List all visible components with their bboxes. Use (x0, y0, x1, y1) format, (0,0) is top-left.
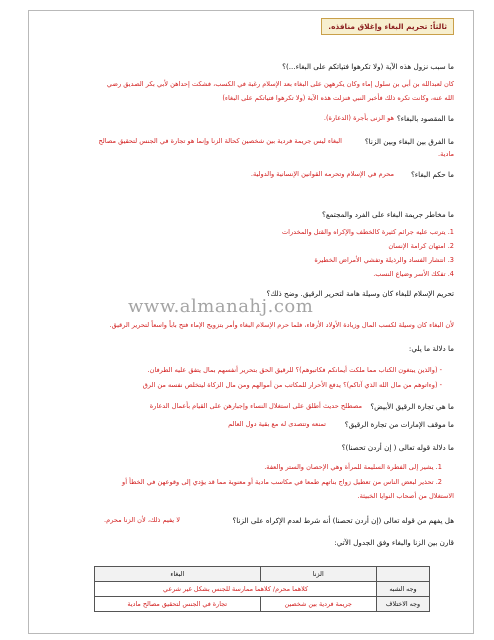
answer-10-line-2: 2. تحذير لبعض الناس من تعطيل زواج بناتهم طمعا في مكاسب مادية أو معنوية مما قد يؤدي إلى وقوعهن في الخطأ أو (122, 478, 442, 486)
cell-similarity: كلاهما محرم/ كلاهما ممارسة للجنس بشكل غير شرعي (95, 582, 377, 597)
question-9: ما موقف الإمارات من تجارة الرقيق؟ (344, 420, 454, 429)
question-2: ما المقصود بالبغاء؟ (396, 114, 454, 123)
table-header-corner (377, 567, 430, 582)
table-row (95, 582, 430, 597)
answer-6: لأن البغاء كان وسيلة لكسب المال وزيادة الأولاد الأرقاء، فلما حرم الإسلام البغاء وأمر بتزويج الإماء فتح باباً واسعاً لتحرير الرقيق. (109, 321, 454, 329)
answer-3-line-2: مادية. (438, 150, 454, 158)
section-title: ثالثاً: تحريم البغاء وإغلاق منافذه. (321, 18, 454, 35)
question-10: ما دلالة قوله تعالى ( إن أردن تحصنا)؟ (341, 443, 454, 452)
question-4: ما حكم البغاء؟ (410, 170, 454, 179)
answer-1-line-2: الله عنه، وكانت تكره ذلك فأخبر النبي فنزلت هذه الآية (ولا تكرهوا فتياتكم على البغاء) (222, 94, 454, 102)
table-row (95, 597, 430, 612)
answer-1-line-1: كان لعبدالله بن أبي بن سلول إماء وكان يكرههن على البغاء بعد الإسلام رغبة في الكسب، فشكت إحداهن لأبي بكر الصديق رضي (106, 80, 454, 88)
table-header-row (95, 567, 430, 582)
question-8: ما هي تجارة الرقيق الأبيض؟ (370, 402, 454, 411)
answer-8: مصطلح حديث أطلق على استغلال النساء وإجبارهن على القيام بأعمال الدعارة (149, 402, 362, 410)
question-5: ما مخاطر جريمة البغاء على الفرد والمجتمع؟ (322, 210, 454, 219)
answer-4: محرم في الإسلام وتحرمه القوانين الإنسانية والدولية. (250, 170, 394, 178)
watermark: www.almanahj.com (128, 296, 314, 317)
question-12: قارن بين الزنا والبغاء وفق الجدول الآتي: (334, 538, 454, 547)
cell-difference-zina: جريمة فردية بين شخصين (260, 597, 377, 612)
risk-2: 2. امتهان كرامة الإنسان (388, 242, 454, 250)
comparison-table (94, 566, 430, 612)
answer-9: تمنعه وتتصدى له مع بقية دول العالم (228, 420, 326, 428)
table-header-bigha: البغاء (95, 567, 261, 582)
answer-7-line-2: - (وءاتوهم من مال الله الذي آتاكم)؟ يدفع الأحرار للمكاتب من أموالهم ومن مال الزكاة ليتخلص نفسه من الرق (142, 381, 442, 389)
answer-7-line-1: - (والذين يبتغون الكتاب مما ملكت أيمانكم فكاتبوهم)؟ للرقيق الحق بتحرير أنفسهم بمال يتفق عليه الطرفان. (147, 366, 442, 374)
risk-4: 4. تفكك الأسر وضياع النسب. (373, 270, 454, 278)
question-1: ما سبب نزول هذه الآية (ولا تكرهوا فتياتكم على البغاء...)؟ (282, 62, 454, 71)
answer-2: هو الزنى بأجرة (الدعارة). (323, 114, 394, 122)
answer-11: لا يفيم ذلك، لأن الزنا محرم. (104, 516, 180, 524)
answer-10-line-3: الاستغلال من أصحاب النوايا الخبيثة. (357, 492, 454, 500)
answer-10-line-1: 1. يشير إلى الفطرة السليمة للمرأة وهي الإحصان والستر والعفة. (264, 463, 442, 471)
question-3: ما الفرق بين البغاء وبين الزنا؟ (364, 137, 454, 146)
question-7: ما دلالة ما يلي: (408, 344, 454, 353)
answer-3-line-1: البغاء ليس جريمة فردية بين شخصين كحالة الزنا وإنما هو تجارة في الجنس لتحقيق مصالح (98, 137, 342, 145)
row-label-difference: وجه الاختلاف (377, 597, 430, 612)
question-11: هل يفهم من قوله تعالى (إن أردن تحصنا) أنه شرط لعدم الإكراه على الزنا؟ (232, 516, 454, 525)
risk-1: 1. يترتب عليه جرائم كثيرة كالخطف والإكراه والقتل والمخدرات (281, 228, 454, 236)
table-header-zina: الزنا (260, 567, 377, 582)
risk-3: 3. انتشار الفساد والرذيلة وتفشي الأمراض الخطيرة (314, 256, 454, 264)
question-6: تحريم الإسلام للبغاء كان وسيلة هامة لتحرير الرقيق. وضح ذلك؟ (266, 289, 454, 298)
row-label-similarity: وجه الشبه (377, 582, 430, 597)
cell-difference-bigha: تجارة في الجنس لتحقيق مصالح مادية (95, 597, 261, 612)
